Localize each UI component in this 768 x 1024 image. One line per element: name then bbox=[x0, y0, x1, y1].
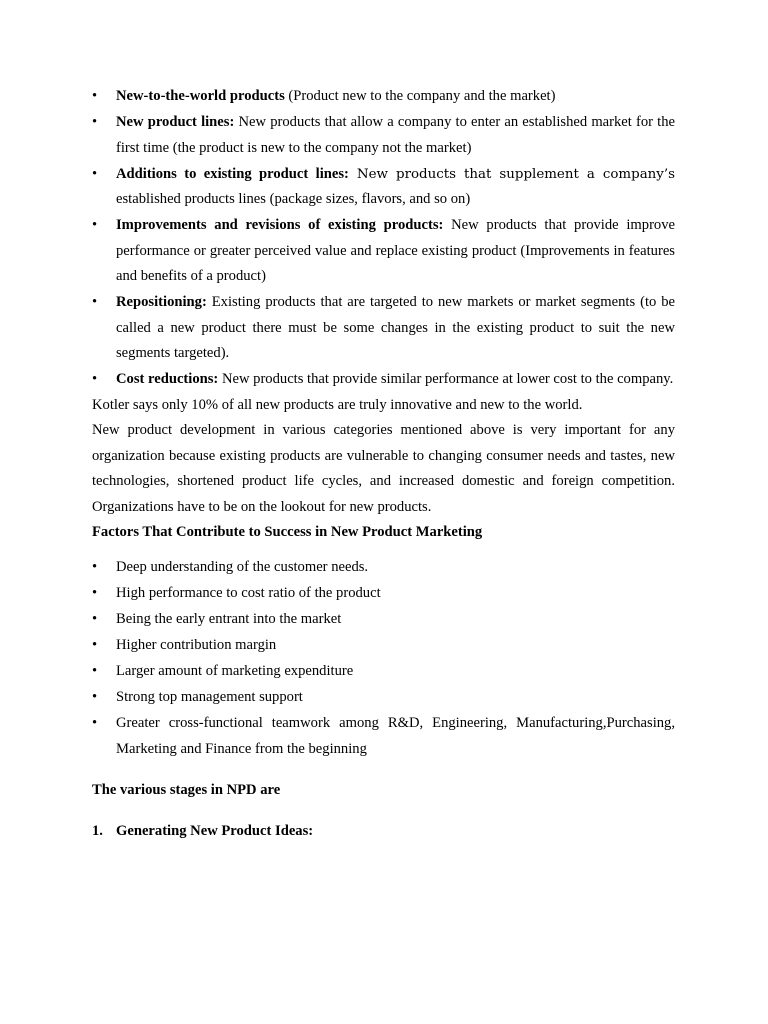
category-text: (Product new to the company and the market) bbox=[284, 88, 556, 104]
list-item bbox=[92, 162, 675, 213]
list-item bbox=[92, 213, 675, 290]
category-term: Repositioning: bbox=[116, 294, 207, 310]
bullet-glyph: • bbox=[92, 662, 98, 679]
bullet-glyph: • bbox=[92, 714, 98, 731]
list-item bbox=[92, 580, 675, 606]
list-item bbox=[92, 606, 675, 632]
factor-text: Higher contribution margin bbox=[116, 636, 277, 653]
category-term: New-to-the-world products bbox=[116, 88, 285, 104]
stage-1-heading bbox=[92, 819, 675, 844]
list-item bbox=[92, 367, 675, 393]
category-text-special: New products that supplement a company’s bbox=[348, 166, 676, 182]
bullet-glyph: • bbox=[92, 584, 98, 601]
npd-paragraph: New product development in various categories mentioned above is very important for any organization because existing products are vulnerable to changing consumer needs and tastes, new technologies, shortened product life cycles, and increased domestic and foreign competition. Organizations have to be on the lookout for new products. bbox=[92, 422, 675, 515]
category-term: Improvements and revisions of existing products: bbox=[116, 217, 444, 233]
factors-heading: Factors That Contribute to Success in New Product Marketing bbox=[92, 524, 483, 540]
document-page bbox=[92, 84, 675, 844]
category-term: Cost reductions: bbox=[116, 371, 219, 387]
bullet-glyph: • bbox=[92, 371, 98, 387]
bullet-glyph: • bbox=[92, 88, 98, 104]
factor-text: Being the early entrant into the market bbox=[116, 610, 342, 627]
list-item bbox=[92, 684, 675, 710]
bullet-glyph: • bbox=[92, 610, 98, 627]
factor-text: Deep understanding of the customer needs. bbox=[116, 558, 369, 575]
category-text: established products lines (package sizes, flavors, and so on) bbox=[116, 191, 471, 207]
bullet-glyph: • bbox=[92, 636, 98, 653]
category-text: New products that provide similar performance at lower cost to the company. bbox=[218, 371, 674, 387]
category-term: New product lines: bbox=[116, 114, 235, 130]
kotler-statement: Kotler says only 10% of all new products are truly innovative and new to the world. bbox=[92, 396, 583, 413]
bullet-glyph: • bbox=[92, 294, 98, 310]
list-item bbox=[92, 290, 675, 367]
bullet-glyph: • bbox=[92, 558, 98, 575]
list-item bbox=[92, 84, 675, 110]
category-term: Additions to existing product lines: bbox=[116, 165, 349, 182]
factor-text: Greater cross-functional teamwork among R&D, Engineering, Manufacturing,Purchasing, Marketing and Finance from the beginning bbox=[116, 714, 675, 757]
factor-text: Strong top management support bbox=[116, 688, 303, 705]
bullet-glyph: • bbox=[92, 165, 98, 182]
category-text: New products that provide improve performance or greater perceived value and replace existing product (Improvements in features and benefits of a product) bbox=[116, 217, 675, 284]
list-item bbox=[92, 632, 675, 658]
stages-heading: The various stages in NPD are bbox=[92, 781, 281, 798]
list-item bbox=[92, 554, 675, 580]
stage-label: Generating New Product Ideas: bbox=[116, 822, 314, 839]
success-factors-list bbox=[92, 554, 675, 762]
bullet-glyph: • bbox=[92, 114, 98, 130]
bullet-glyph: • bbox=[92, 688, 98, 705]
category-text: Existing products that are targeted to new markets or market segments (to be called a new product there must be some changes in the existing product to suit the new segments targeted). bbox=[116, 294, 675, 361]
list-item bbox=[92, 658, 675, 684]
product-categories-list bbox=[92, 84, 675, 393]
stage-number: 1. bbox=[92, 822, 103, 839]
list-item bbox=[92, 110, 675, 161]
category-text: New products that allow a company to enter an established market for the first time (the product is new to the company not the market) bbox=[116, 114, 675, 156]
list-item bbox=[92, 710, 675, 762]
bullet-glyph: • bbox=[92, 217, 98, 233]
factor-text: High performance to cost ratio of the product bbox=[116, 584, 381, 601]
factor-text: Larger amount of marketing expenditure bbox=[116, 662, 354, 679]
